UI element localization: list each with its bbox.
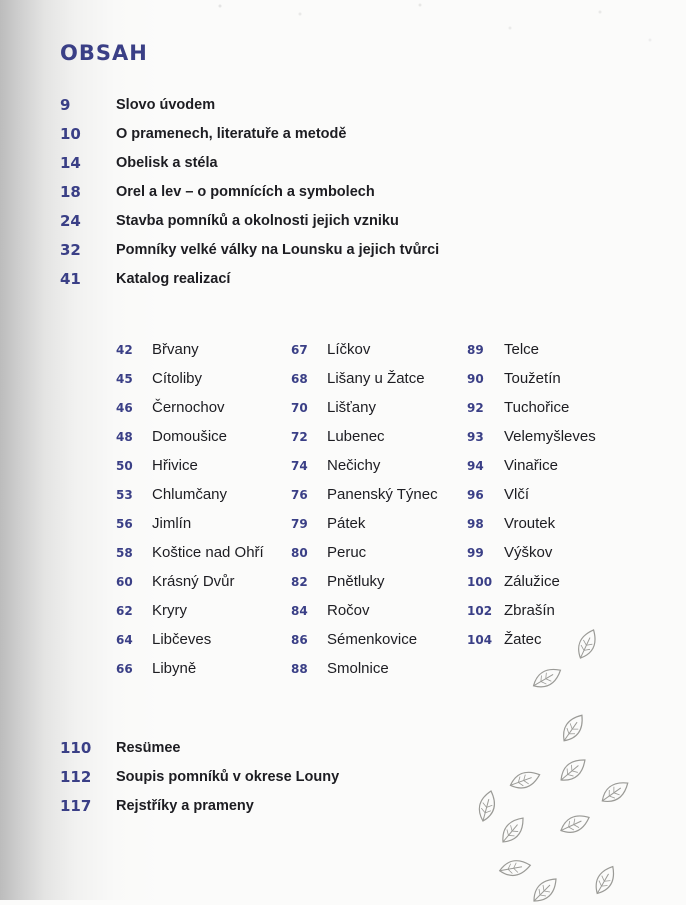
page-number: 62	[116, 604, 133, 618]
page-number: 80	[291, 546, 308, 560]
village-name: Libyně	[152, 660, 197, 677]
village-name: Krásný Dvůr	[152, 573, 235, 590]
village-name: Pátek	[327, 515, 366, 532]
page-number: 64	[116, 633, 133, 647]
toc-entry-label: Slovo úvodem	[116, 97, 216, 113]
page-number: 93	[467, 430, 484, 444]
page-number: 70	[291, 401, 308, 415]
village-name: Ročov	[327, 602, 370, 619]
page-number: 98	[467, 517, 484, 531]
page-title: OBSAH	[60, 41, 148, 65]
village-name: Lišany u Žatce	[327, 370, 425, 387]
page-number: 82	[291, 575, 308, 589]
leaf-icon	[530, 875, 560, 905]
village-name: Sémenkovice	[327, 631, 418, 648]
village-name: Jimlín	[152, 515, 192, 532]
village-name: Domoušice	[152, 428, 228, 445]
village-name: Líčkov	[327, 341, 371, 358]
village-name: Zbrašín	[504, 602, 555, 619]
page-number: 96	[467, 488, 484, 502]
village-name: Výškov	[504, 544, 553, 561]
toc-entry-label: Stavba pomníků a okolnosti jejich vzniku	[116, 213, 399, 229]
leaf-icon	[598, 775, 633, 810]
village-name: Hřivice	[152, 457, 198, 474]
page-number: 102	[467, 604, 493, 618]
page-number: 94	[467, 459, 484, 473]
page-number: 42	[116, 343, 133, 357]
village-name: Břvany	[152, 341, 199, 358]
page-number: 89	[467, 343, 484, 357]
page-number: 112	[60, 768, 92, 786]
page-number: 76	[291, 488, 308, 502]
page-number: 84	[291, 604, 308, 618]
page-number: 99	[467, 546, 484, 560]
page-number: 10	[60, 125, 81, 143]
page-number: 60	[116, 575, 133, 589]
leaf-decoration	[460, 615, 686, 900]
village-name: Telce	[504, 341, 540, 358]
village-name: Tuchořice	[504, 399, 570, 416]
page-number: 67	[291, 343, 308, 357]
page-number: 48	[116, 430, 133, 444]
leaf-icon	[529, 660, 566, 697]
page-number: 14	[60, 154, 81, 172]
page-number: 90	[467, 372, 484, 386]
page-number: 117	[60, 797, 92, 815]
page-number: 50	[116, 459, 133, 473]
toc-entry-label: Pomníky velké války na Lounsku a jejich tvůrci	[116, 242, 440, 258]
page-number: 24	[60, 212, 81, 230]
page-number: 46	[116, 401, 133, 415]
toc-entry-label: Obelisk a stéla	[116, 155, 218, 171]
page-number: 110	[60, 739, 92, 757]
page-number: 100	[467, 575, 493, 589]
leaf-icon	[497, 814, 530, 847]
paper-texture	[180, 0, 686, 70]
village-name: Toužetín	[504, 370, 561, 387]
village-name: Žatec	[504, 631, 542, 648]
page-number: 79	[291, 517, 308, 531]
page-number: 58	[116, 546, 133, 560]
leaf-icon	[556, 711, 591, 746]
page-number: 104	[467, 633, 493, 647]
page-number: 41	[60, 270, 81, 288]
village-name: Nečichy	[327, 457, 381, 474]
page-number: 18	[60, 183, 81, 201]
page-number: 56	[116, 517, 133, 531]
page-number: 9	[60, 96, 71, 114]
toc-entry-label: O pramenech, literatuře a metodě	[116, 126, 347, 142]
page-number: 92	[467, 401, 484, 415]
village-name: Vinařice	[504, 457, 558, 474]
toc-entry-label: Katalog realizací	[116, 271, 231, 287]
village-name: Černochov	[152, 399, 225, 416]
page-number: 53	[116, 488, 133, 502]
village-name: Pnětluky	[327, 573, 385, 590]
village-name: Kryry	[152, 602, 187, 619]
page-number: 45	[116, 372, 133, 386]
village-name: Smolnice	[327, 660, 389, 677]
village-name: Koštice nad Ohří	[152, 544, 264, 561]
village-name: Lišťany	[327, 399, 376, 416]
page-number: 66	[116, 662, 133, 676]
leaf-icon	[505, 760, 545, 800]
page-number: 68	[291, 372, 308, 386]
village-name: Vlčí	[504, 486, 530, 503]
village-name: Peruc	[327, 544, 367, 561]
village-name: Velemyšleves	[504, 428, 596, 445]
village-name: Libčeves	[152, 631, 212, 648]
village-name: Zálužice	[504, 573, 560, 590]
village-name: Cítoliby	[152, 370, 203, 387]
page-number: 72	[291, 430, 308, 444]
page-number: 88	[291, 662, 308, 676]
page-number: 74	[291, 459, 308, 473]
village-name: Panenský Týnec	[327, 486, 438, 503]
leaf-icon	[556, 805, 594, 843]
toc-entry-label: Orel a lev – o pomnících a symbolech	[116, 184, 375, 200]
toc-entry-label: Rejstříky a prameny	[116, 798, 254, 814]
village-name: Lubenec	[327, 428, 385, 445]
toc-entry-label: Resümee	[116, 740, 181, 756]
village-name: Vroutek	[504, 515, 556, 532]
leaf-icon	[568, 625, 606, 663]
leaf-icon	[587, 862, 624, 899]
page-number: 32	[60, 241, 81, 259]
page-number: 86	[291, 633, 308, 647]
leaf-icon	[557, 754, 590, 787]
toc-entry-label: Soupis pomníků v okrese Louny	[116, 769, 340, 785]
village-name: Chlumčany	[152, 486, 228, 503]
